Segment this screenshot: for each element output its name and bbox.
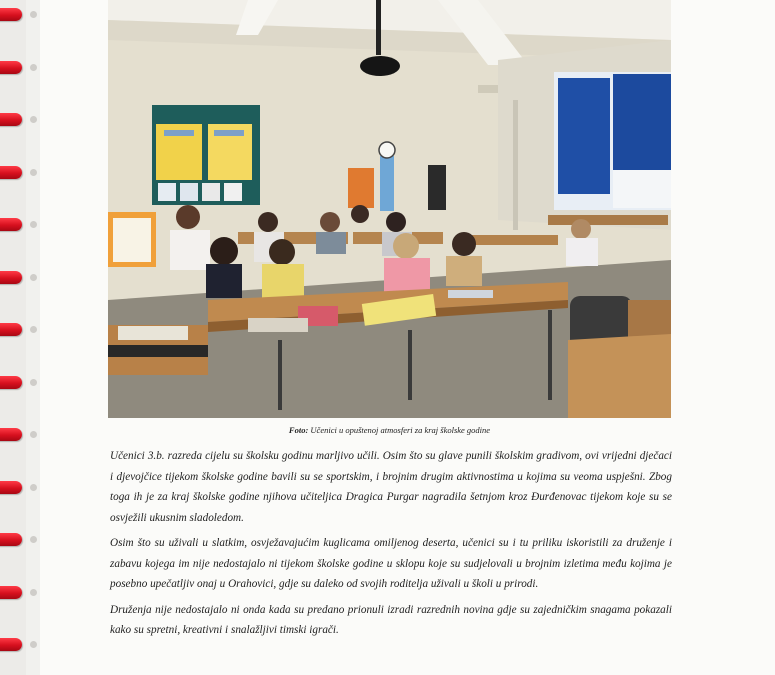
- paragraph-2: Osim što su uživali u slatkim, osvježavajućim kuglicama omiljenog deserta, učenici su i tu priliku iskoristili za druženje i zabavu kojega im nije nedostajalo ni tijekom školske godine u sklopu koje su sudjelovali u brojnim izletima među kojima je posebno upečatljiv onaj u Orahovici, gdje su daleko od svojih roditelja uživali u školi u prirodi.: [110, 537, 672, 590]
- spiral-binding: [0, 0, 26, 675]
- binding-ring: [0, 638, 22, 651]
- binding-hole: [30, 116, 37, 123]
- paragraph-1: Učenici 3.b. razreda cijelu su školsku godinu marljivo učili. Osim što su glave punili školskim gradivom, ovi vrijedni dječaci i djevojčice tijekom školske godine bavili su se sportskim, i brojnim drugim aktivnostima u kojima su veoma uspješni. Zbog toga ih je za kraj školske godine njihova učiteljica Dragica Purgar nagradila šetnjom kroz Đurđenovac tijekom koje su se osvježili ukusnim sladoledom.: [110, 450, 672, 524]
- article-body: [110, 446, 672, 646]
- binding-ring: [0, 61, 22, 74]
- binding-hole: [30, 221, 37, 228]
- binding-ring: [0, 113, 22, 126]
- caption-text: Učenici u opuštenoj atmosferi za kraj školske godine: [310, 425, 491, 435]
- binding-ring: [0, 533, 22, 546]
- binding-hole: [30, 11, 37, 18]
- binding-hole: [30, 536, 37, 543]
- binding-hole: [30, 169, 37, 176]
- binding-ring: [0, 586, 22, 599]
- binding-ring: [0, 271, 22, 284]
- binding-hole: [30, 64, 37, 71]
- paragraph-3: Druženja nije nedostajalo ni onda kada su predano prionuli izradi razrednih novina gdje su zajedničkim snagama pokazali kako su spretni, kreativni i snalažljivi timski igrači.: [110, 603, 672, 636]
- classroom-photo: [108, 0, 671, 418]
- caption-label: Foto:: [288, 425, 309, 435]
- binding-ring: [0, 481, 22, 494]
- binding-hole: [30, 274, 37, 281]
- binding-ring: [0, 323, 22, 336]
- binding-hole: [30, 641, 37, 648]
- photo-caption: [108, 425, 671, 435]
- binding-ring: [0, 428, 22, 441]
- binding-ring: [0, 218, 22, 231]
- binding-hole: [30, 326, 37, 333]
- binding-hole: [30, 589, 37, 596]
- binding-ring: [0, 166, 22, 179]
- binding-hole: [30, 484, 37, 491]
- binding-hole: [30, 431, 37, 438]
- binding-ring: [0, 8, 22, 21]
- binding-ring: [0, 376, 22, 389]
- binding-hole: [30, 379, 37, 386]
